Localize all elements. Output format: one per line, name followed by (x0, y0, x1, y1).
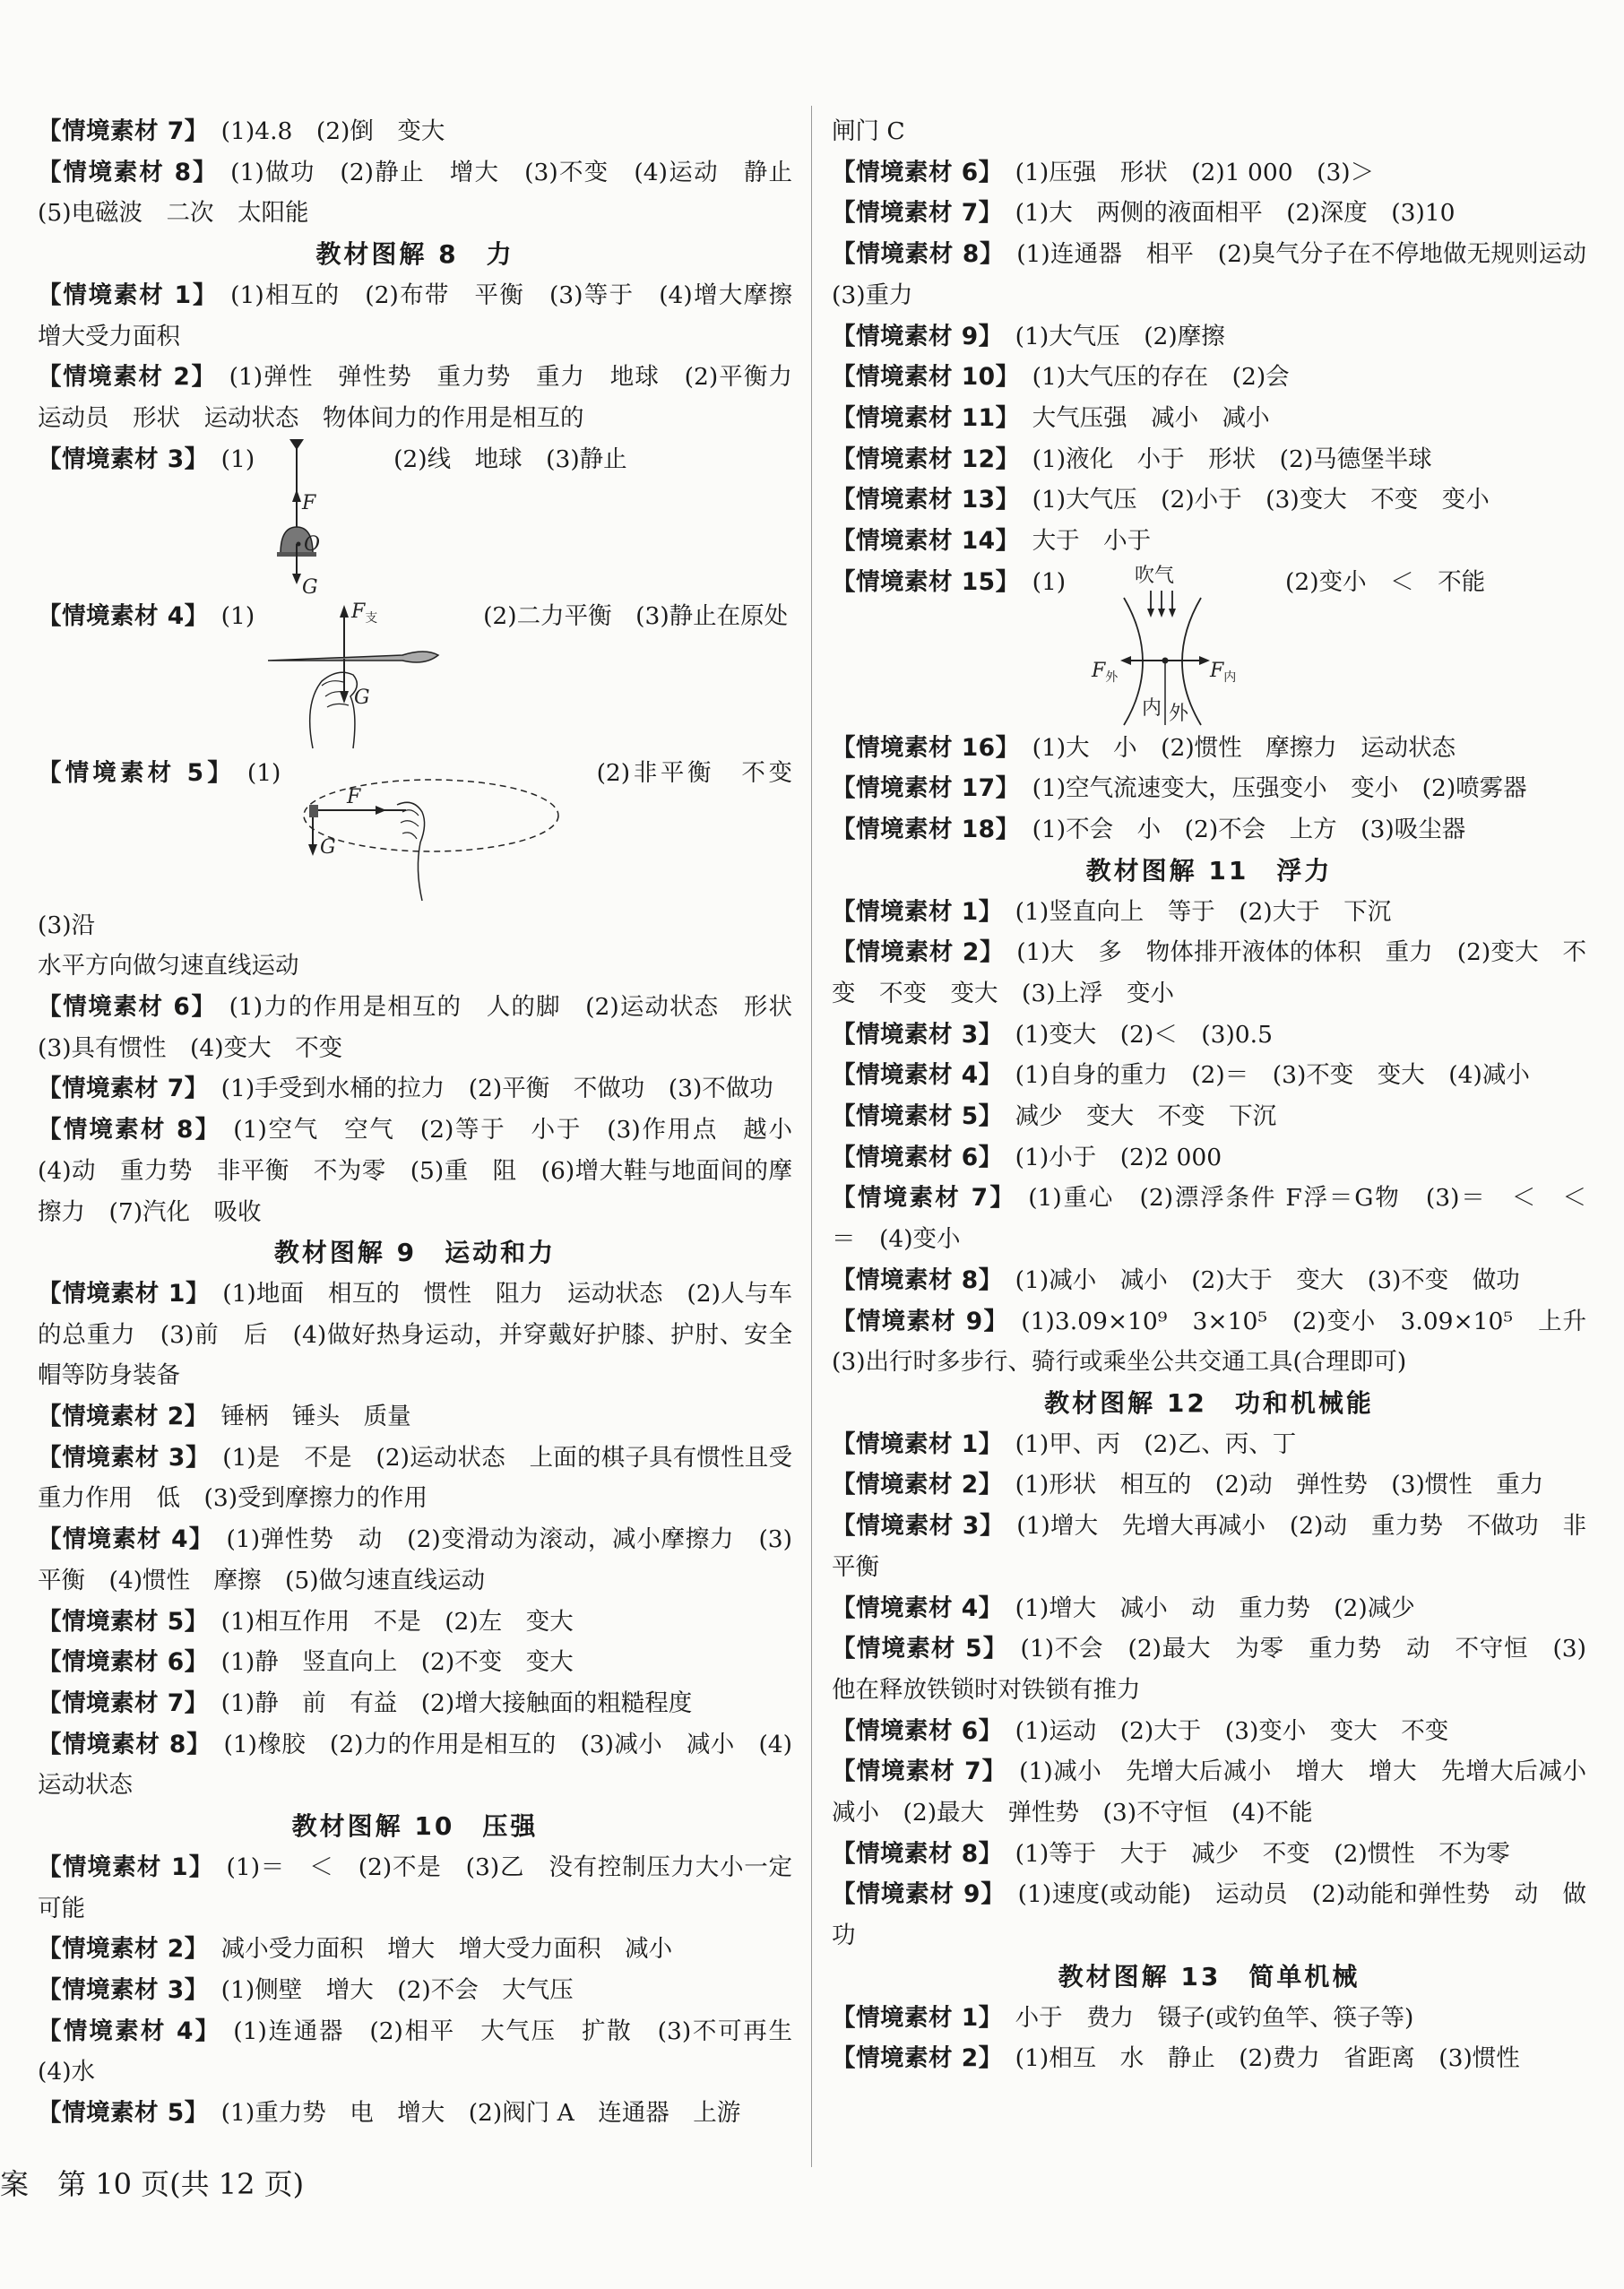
section-title: 教材图解 13 简单机械 (1058, 1961, 1361, 1991)
entry-label: 【情境素材 4】 (38, 2017, 221, 2045)
entry-text: (1)增大 先增大再减小 (2)动 重力势 不做功 非平衡 (832, 1512, 1586, 1581)
entry-label: 【情境素材 3】 (38, 1975, 209, 2004)
entry-label: 【情境素材 7】 (832, 1758, 1007, 1786)
entry-label: 【情境素材 2】 (38, 1935, 209, 1964)
answer-entry (832, 1464, 1586, 1506)
entry-text: 减少 变大 不变 下沉 (1015, 1102, 1277, 1131)
entry-text: 大气压强 减小 减小 (1032, 403, 1270, 432)
entry-text-post: (2)非平衡 不变 (3)沿 (38, 758, 816, 939)
entry-label: 【情境素材 18】 (832, 816, 1020, 844)
entry-label: 【情境素材 3】 (832, 1512, 1005, 1541)
label-G: G (353, 686, 370, 709)
entry-label: 【情境素材 2】 (38, 1403, 209, 1431)
answer-entry (832, 809, 1586, 851)
left-column (38, 111, 816, 2134)
answer-entry (832, 357, 1586, 398)
entry-text-pre: (1) (220, 601, 255, 630)
page-number: 第 10 页(共 12 页) (57, 2167, 305, 2201)
entry-text: (1)＝ ＜ (2)不是 (3)乙 没有控制压力大小一定 可能 (38, 1853, 816, 1922)
answer-entry (832, 932, 1586, 1014)
answer-entry (38, 987, 816, 1068)
answer-entry (832, 728, 1586, 769)
answer-entry (38, 1068, 792, 1110)
entry-text: (1)增大 减小 动 重力势 (2)减少 (1015, 1594, 1415, 1622)
answer-entry (38, 1519, 792, 1601)
entry-label: 【情境素材 8】 (38, 158, 219, 186)
entry-text: (1)变大 (2)＜ (3)0.5 (1015, 1020, 1273, 1049)
entry-text: (1)不会 (2)最大 为零 重力势 动 不守恒 (3)他在释放铁锁时对铁锁有推力 (832, 1635, 1586, 1704)
entry-text: (1)空气 空气 (2)等于 小于 (3)作用点 越小 (4)动 重力势 非平衡 不为零 (5)重 阻 (6)增大鞋与地面间的摩擦力 (7)汽化 吸收 (38, 1116, 816, 1226)
answer-entry (832, 1096, 1586, 1137)
entry-text: (1)力的作用是相互的 人的脚 (2)运动状态 形状 (3)具有惯性 (4)变大 不变 (38, 993, 816, 1062)
entry-text: (1)相互作用 不是 (2)左 变大 (220, 1607, 574, 1636)
entry-label: 【情境素材 6】 (832, 1716, 1003, 1745)
entry-text-pre: (1) (1032, 567, 1067, 596)
answer-entry (38, 1683, 792, 1724)
label-F: F (347, 785, 361, 808)
answer-entry (832, 1015, 1586, 1056)
answer-entry (38, 1110, 816, 1232)
entry-label: 【情境素材 16】 (832, 733, 1020, 762)
entry-label: 【情境素材 3】 (38, 445, 209, 473)
entry-label: 【情境素材 1】 (832, 897, 1003, 926)
entry-label: 【情境素材 6】 (832, 1143, 1003, 1171)
entry-label: 【情境素材 1】 (832, 1430, 1003, 1458)
entry-label: 【情境素材 1】 (38, 1853, 214, 1881)
entry-label: 【情境素材 15】 (832, 567, 1020, 596)
answer-entry (832, 562, 1586, 728)
entry-label: 【情境素材 6】 (832, 158, 1003, 186)
answer-entry (832, 1506, 1586, 1587)
entry-text: (1)减小 减小 (2)大于 变大 (3)不变 做功 (1015, 1265, 1520, 1294)
entry-text: (1)等于 大于 减少 不变 (2)惯性 不为零 (1015, 1839, 1510, 1868)
entry-label: 【情境素材 9】 (832, 322, 1003, 350)
entry-label: 【情境素材 2】 (832, 2044, 1003, 2073)
answer-entry (38, 2093, 792, 2134)
answer-entry (38, 357, 816, 438)
entry-text: 减小受力面积 增大 增大受力面积 减小 (220, 1935, 673, 1964)
entry-label: 【情境素材 9】 (832, 1307, 1009, 1335)
entry-text: (1)3.09×10⁹ 3×10⁵ (2)变小 3.09×10⁵ 上升 (3)出行时多步行、骑行或乘坐公共交通工具(合理即可) (832, 1307, 1611, 1377)
entry-label: 【情境素材 9】 (832, 1880, 1006, 1909)
entry-text: (1)大 两侧的液面相平 (2)深度 (3)10 (1015, 199, 1456, 228)
answer-entry (832, 1055, 1586, 1096)
answer-entry (832, 1588, 1586, 1629)
entry-text: (1)相互 水 静止 (2)费力 省距离 (3)惯性 (1015, 2044, 1520, 2073)
answer-entry (38, 753, 816, 946)
bell-force-diagram (268, 439, 367, 596)
entry-label: 【情境素材 6】 (38, 993, 217, 1022)
entry-text: (1)运动 (2)大于 (3)变小 变大 不变 (1015, 1716, 1449, 1745)
entry-label: 【情境素材 3】 (832, 1020, 1003, 1049)
entry-label: 【情境素材 4】 (38, 601, 209, 630)
entry-text-post: (2)二力平衡 (3)静止在原处 (483, 601, 789, 630)
entry-text: (1)不会 小 (2)不会 上方 (3)吸尘器 (1032, 816, 1466, 844)
answer-entry (832, 1751, 1611, 1833)
entry-label: 【情境素材 10】 (832, 363, 1020, 392)
entry-label: 【情境素材 14】 (832, 527, 1020, 556)
answer-entry (38, 1642, 792, 1683)
answer-entry (38, 275, 816, 357)
entry-label: 【情境素材 17】 (832, 774, 1020, 803)
answer-entry (832, 1260, 1586, 1301)
answer-entry (832, 398, 1586, 439)
entry-label: 【情境素材 5】 (832, 1635, 1008, 1663)
label-F: F (301, 491, 315, 514)
entry-label: 【情境素材 1】 (38, 1279, 211, 1308)
entry-text: (1)空气流速变大，压强变小 变小 (2)喷雾器 (1032, 774, 1527, 803)
entry-text: (1)大气压 (2)小于 (3)变大 不变 变小 (1032, 486, 1490, 514)
label-F-support: $F_支$ (350, 600, 377, 626)
answer-entry (832, 1424, 1586, 1465)
answer-entry (832, 1301, 1611, 1383)
answer-entry (832, 1178, 1611, 1259)
entry-label: 【情境素材 7】 (38, 1689, 209, 1717)
answer-entry (832, 439, 1586, 480)
entry-label: 【情境素材 12】 (832, 445, 1020, 473)
answer-entry (38, 1602, 792, 1643)
label-O: O (303, 532, 320, 556)
entry-label: 【情境素材 4】 (832, 1061, 1003, 1090)
section-title: 教材图解 11 浮力 (1085, 855, 1333, 885)
entry-text: 锤柄 锤头 质量 (220, 1403, 411, 1431)
entry-text-pre: (1) (246, 758, 281, 787)
entry-label: 【情境素材 8】 (832, 1265, 1003, 1294)
entry-text: (1)减小 先增大后减小 增大 增大 先增大后减小 减小 (2)最大 弹性势 (3)不守恒 (4)不能 (832, 1758, 1611, 1827)
entry-text: (1)静 竖直向上 (2)不变 变大 (220, 1648, 574, 1677)
entry-text: (1)速度(或动能) 运动员 (2)动能和弹性势 动 做功 (832, 1880, 1586, 1950)
entry-text: (1)橡胶 (2)力的作用是相互的 (3)减小 减小 (4)运动状态 (38, 1730, 792, 1800)
answer-entry (832, 1834, 1586, 1875)
entry-label: 【情境素材 11】 (832, 403, 1020, 432)
answer-entry (832, 316, 1586, 358)
label-F-outer: $F_外$ (1091, 659, 1118, 685)
section-title: 教材图解 8 力 (315, 239, 514, 270)
entry-label: 【情境素材 13】 (832, 486, 1020, 514)
answer-entry (38, 2011, 816, 2093)
entry-label: 【情境素材 7】 (832, 1184, 1016, 1213)
entry-label: 【情境素材 8】 (38, 1730, 212, 1758)
entry-label: 【情境素材 7】 (832, 199, 1003, 228)
entry-text: (1)手受到水桶的拉力 (2)平衡 不做功 (3)不做功 (220, 1075, 773, 1103)
entry-label: 【情境素材 1】 (832, 2003, 1003, 2032)
entry-label: 【情境素材 6】 (38, 1648, 209, 1677)
section-title: 教材图解 9 运动和力 (273, 1238, 557, 1268)
entry-text: (1)重心 (2)漂浮条件 F浮＝G物 (3)＝ ＜ ＜ ＝ (4)变小 (832, 1184, 1611, 1254)
section-title: 教材图解 10 压强 (291, 1811, 539, 1842)
answer-entry (832, 2038, 1586, 2079)
right-column (832, 111, 1611, 2079)
entry-label: 【情境素材 5】 (38, 2099, 209, 2128)
entry-label: 【情境素材 1】 (38, 281, 219, 309)
entry-text: (1)大气压的存在 (2)会 (1032, 363, 1290, 392)
entry-label: 【情境素材 8】 (38, 1116, 221, 1144)
answer-entry (38, 1970, 792, 2011)
answer-entry (832, 479, 1586, 521)
answer-entry (832, 1711, 1586, 1752)
entry-text: (1)侧壁 增大 (2)不会 大气压 (220, 1975, 574, 2004)
entry-label: 【情境素材 5】 (38, 758, 235, 787)
entry-text: (1)地面 相互的 惯性 阻力 运动状态 (2)人与车的总重力 (3)前 后 (4)做好热身运动，并穿戴好护膝、护肘、安全帽等防身装备 (38, 1279, 792, 1390)
airflow-pressure-diagram (1079, 562, 1258, 728)
answer-entry (38, 1847, 816, 1929)
entry-text: (1)液化 小于 形状 (2)马德堡半球 (1032, 445, 1432, 473)
answer-entry (832, 1874, 1586, 1956)
answer-entry (832, 152, 1586, 194)
label-G: G (320, 835, 337, 859)
entry-text: (1)大 多 物体排开液体的体积 重力 (2)变大 不变 不变 变大 (3)上浮 变小 (832, 938, 1586, 1007)
entry-label: 【情境素材 2】 (38, 363, 217, 392)
entry-label: 【情境素材 8】 (832, 240, 1005, 269)
section-title: 教材图解 12 功和机械能 (1044, 1387, 1374, 1418)
continuation-text: 水平方向做匀速直线运动 (38, 952, 299, 980)
answer-entry (832, 892, 1586, 933)
entry-label: 【情境素材 3】 (38, 1443, 211, 1472)
entry-label: 【情境素材 8】 (832, 1839, 1003, 1868)
answer-entry (832, 1998, 1586, 2039)
entry-text: (1)重力势 电 增大 (2)阀门 A 连通器 上游 (220, 2099, 741, 2128)
label-F-inner: $F_内$ (1209, 659, 1236, 685)
entry-label: 【情境素材 4】 (38, 1525, 214, 1554)
entry-text: (1)形状 相互的 (2)动 弹性势 (3)惯性 重力 (1015, 1471, 1544, 1499)
answer-entry (38, 1438, 792, 1519)
entry-text: 小于 费力 镊子(或钓鱼竿、筷子等) (1015, 2003, 1414, 2032)
entry-text: (1)弹性势 动 (2)变滑动为滚动，减小摩擦力 (3)平衡 (4)惯性 摩擦 (5)做匀速直线运动 (38, 1525, 792, 1594)
answer-entry (832, 234, 1611, 315)
entry-label: 【情境素材 7】 (38, 117, 209, 145)
answer-entry (38, 439, 792, 596)
label-blow-air: 吹气 (1134, 564, 1174, 587)
entry-text: (1)大 小 (2)惯性 摩擦力 运动状态 (1032, 733, 1456, 762)
entry-label: 【情境素材 7】 (38, 1075, 209, 1103)
entry-label: 【情境素材 5】 (832, 1102, 1003, 1131)
answer-entry (832, 1137, 1586, 1179)
answer-entry (38, 1396, 792, 1438)
spoon-balance-diagram (268, 596, 456, 753)
entry-text: (1)连通器 (2)相平 大气压 扩散 (3)不可再生 (4)水 (38, 2017, 816, 2086)
entry-label: 【情境素材 5】 (38, 1607, 209, 1636)
footer-fragment: 案 (0, 2167, 30, 2201)
label-G: G (301, 575, 318, 596)
entry-label: 【情境素材 2】 (832, 938, 1005, 967)
entry-text: (1)弹性 弹性势 重力势 重力 地球 (2)平衡力 运动员 形状 运动状态 物体间力的作用是相互的 (38, 363, 816, 432)
page-footer (0, 2162, 304, 2203)
entry-text: (1)大气压 (2)摩擦 (1015, 322, 1225, 350)
entry-text: (1)静 前 有益 (2)增大接触面的粗糙程度 (220, 1689, 693, 1717)
entry-text-post: (2)线 地球 (3)静止 (393, 445, 627, 473)
entry-text: 大于 小于 (1032, 527, 1152, 556)
entry-text: (1)压强 形状 (2)1 000 (3)＞ (1015, 158, 1375, 186)
label-inner: 内 (1141, 696, 1162, 720)
answer-entry (832, 768, 1586, 809)
entry-text: (1)自身的重力 (2)＝ (3)不变 变大 (4)减小 (1015, 1061, 1530, 1090)
answer-entry (38, 596, 792, 753)
continuation-text: 闸门 C (832, 117, 905, 145)
label-outer: 外 (1168, 702, 1188, 725)
answer-entry (832, 521, 1586, 562)
entry-text: (1)小于 (2)2 000 (1015, 1143, 1222, 1171)
entry-text: (1)做功 (2)静止 增大 (3)不变 (4)运动 静止 (5)电磁波 二次 太阳能 (38, 158, 816, 228)
entry-text: (1)相互的 (2)布带 平衡 (3)等于 (4)增大摩擦 增大受力面积 (38, 281, 816, 350)
circular-motion-diagram (297, 753, 566, 905)
answer-entry (38, 152, 816, 234)
entry-text: (1)是 不是 (2)运动状态 上面的棋子具有惯性且受重力作用 低 (3)受到摩擦力的作用 (38, 1443, 792, 1513)
entry-text: (1)4.8 (2)倒 变大 (220, 117, 445, 145)
answer-entry (832, 193, 1586, 234)
entry-label: 【情境素材 4】 (832, 1594, 1003, 1622)
answer-entry (832, 1628, 1586, 1710)
answer-entry (38, 1929, 792, 1970)
entry-text: (1)甲、丙 (2)乙、丙、丁 (1015, 1430, 1297, 1458)
entry-label: 【情境素材 2】 (832, 1471, 1003, 1499)
entry-text-post: (2)变小 ＜ 不能 (1285, 567, 1486, 596)
entry-text: (1)竖直向上 等于 (2)大于 下沉 (1015, 897, 1392, 926)
answer-entry (38, 1274, 792, 1396)
entry-text: (1)连通器 相平 (2)臭气分子在不停地做无规则运动 (3)重力 (832, 240, 1611, 309)
answer-entry (38, 1724, 792, 1806)
answer-entry (38, 111, 792, 152)
entry-text-pre: (1) (220, 445, 255, 473)
